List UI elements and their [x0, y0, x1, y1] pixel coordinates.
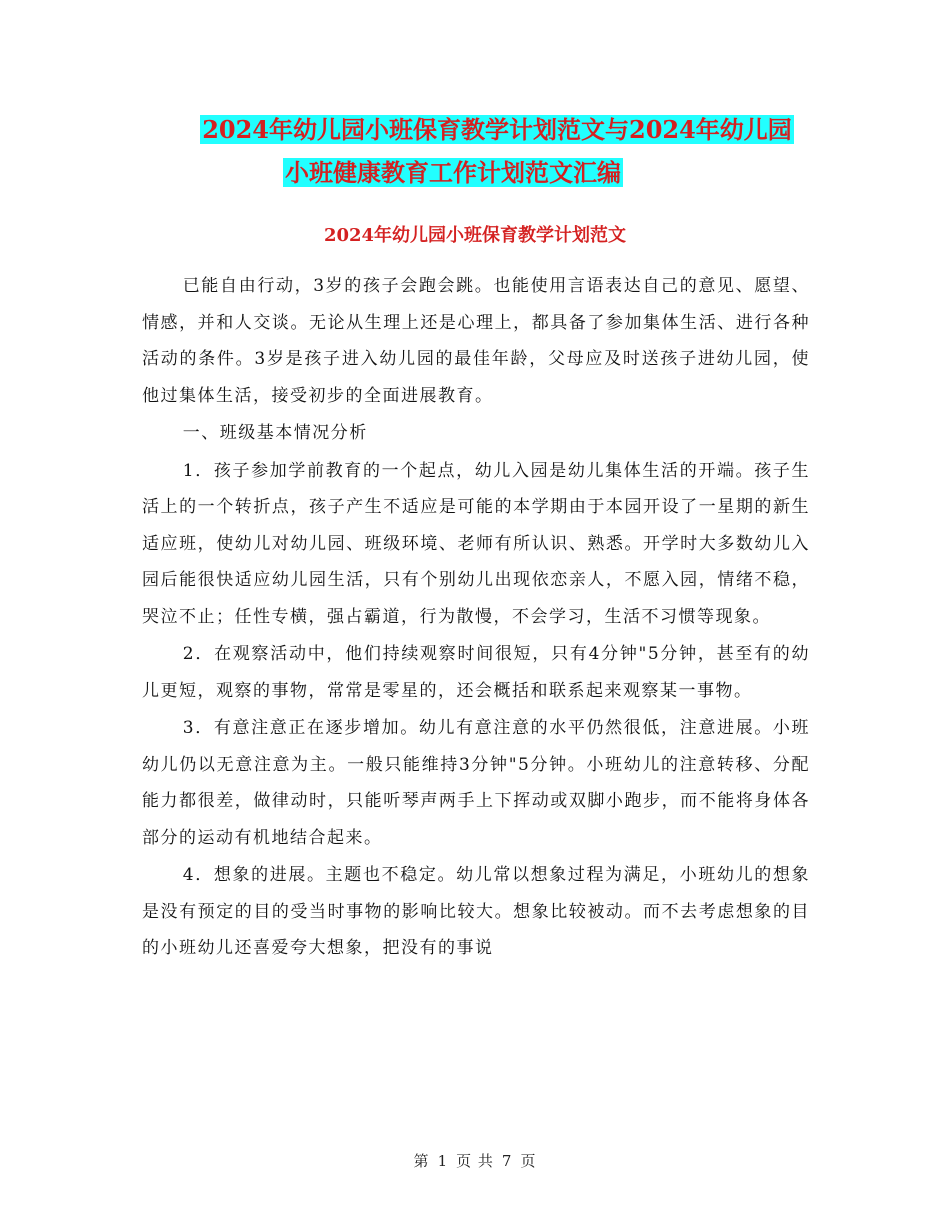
footer-prefix: 第: [413, 1152, 430, 1170]
current-page-number: 1: [437, 1152, 449, 1170]
footer-mid: 页 共: [456, 1152, 494, 1170]
paragraph: 4．想象的进展。主题也不稳定。幼儿常以想象过程为满足，小班幼儿的想象是没有预定的目的受当时事物的影响比较大。想象比较被动。而不去考虑想象的目的小班幼儿还喜爱夸大想象，把没有的事说: [142, 865, 810, 958]
section-title: 2024年幼儿园小班保育教学计划范文: [323, 225, 627, 246]
title-highlight-2: 小班健康教育工作计划范文汇编: [285, 158, 621, 187]
paragraph: 已能自由行动，3岁的孩子会跑会跳。也能使用言语表达自己的意见、愿望、情感，并和人交谈。无论从生理上还是心理上，都具备了参加集体生活、进行各种活动的条件。3岁是孩子进入幼儿园的最佳年龄，父母应及时送孩子进幼儿园，使他过集体生活，接受初步的全面进展教育。: [142, 276, 810, 406]
paragraph: 3．有意注意正在逐步增加。幼儿有意注意的水平仍然很低，注意进展。小班幼儿仍以无意注意为主。一般只能维持3分钟"5分钟。小班幼儿的注意转移、分配能力都很差，做律动时，只能听琴声两手上下挥动或双脚小跑步，而不能将身体各部分的运动有机地结合起来。: [142, 718, 810, 848]
footer-suffix: 页: [520, 1152, 537, 1170]
page-footer: [0, 1150, 950, 1171]
document-body: [142, 268, 810, 968]
document-title-line-2: [0, 150, 950, 196]
title-highlight-1: 2024年幼儿园小班保育教学计划范文与2024年幼儿园: [202, 115, 792, 144]
paragraph: 一、班级基本情况分析: [182, 423, 368, 443]
document-title-line-1: [0, 107, 950, 153]
paragraph: 2．在观察活动中，他们持续观察时间很短，只有4分钟"5分钟，甚至有的幼儿更短，观察的事物，常常是零星的，还会概括和联系起来观察某一事物。: [142, 644, 810, 701]
paragraph: 1．孩子参加学前教育的一个起点，幼儿入园是幼儿集体生活的开端。孩子生活上的一个转折点，孩子产生不适应是可能的本学期由于本园开设了一星期的新生适应班，使幼儿对幼儿园、班级环境、老师有所认识、熟悉。开学时大多数幼儿入园后能很快适应幼儿园生活，只有个别幼儿出现依恋亲人，不愿入园，情绪不稳，哭泣不止；任性专横，强占霸道，行为散慢，不会学习，生活不习惯等现象。: [142, 460, 810, 627]
total-page-count: 7: [501, 1152, 513, 1170]
